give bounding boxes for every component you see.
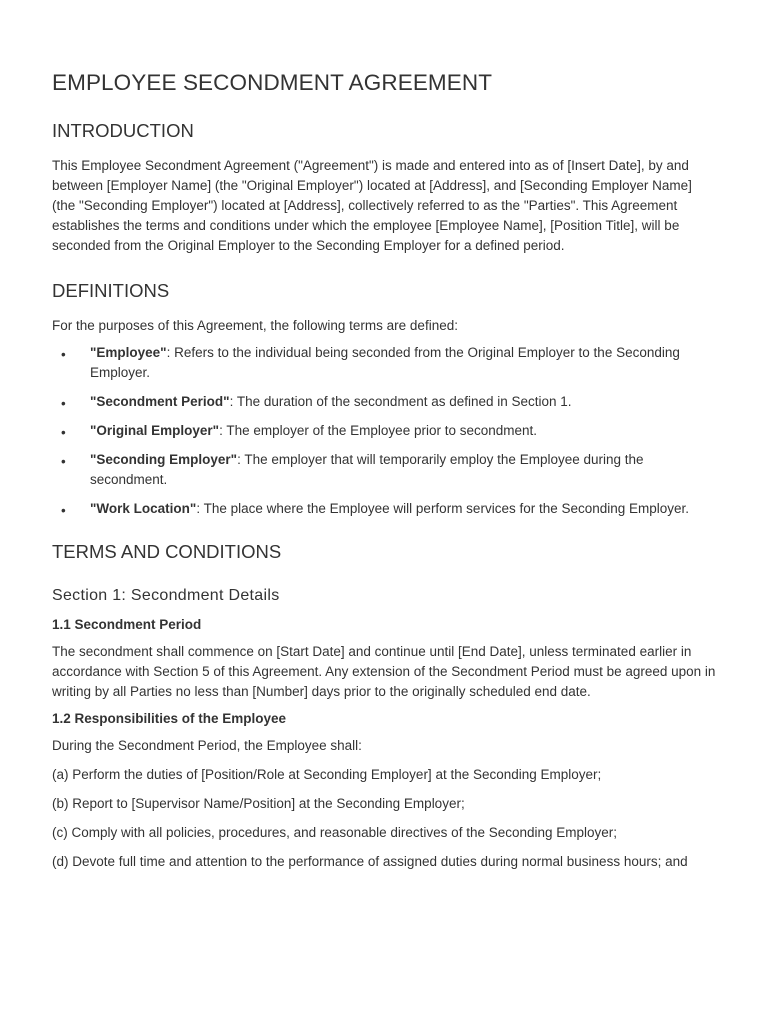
responsibility-item: (b) Report to [Supervisor Name/Position] at the Seconding Employer; [52,796,465,811]
introduction-heading: INTRODUCTION [52,120,194,141]
terms-heading: TERMS AND CONDITIONS [52,541,282,562]
definition-term: "Seconding Employer" [90,452,238,467]
bullet-icon: • [61,347,66,362]
document-page [52,70,717,881]
definitions-intro: For the purposes of this Agreement, the following terms are defined: [52,318,458,333]
bullet-icon: • [61,425,66,440]
subsection-1-1-text: The secondment shall commence on [Start Date] and continue until [End Date], unless terminated earlier in accordance with Section 5 of this Agreement. Any extension of the Secondment Period must be agreed upon in writing by all Parties no less than [Number] days prior to the originally scheduled end date. [52,644,716,699]
bullet-icon: • [61,454,66,469]
definition-description: : The duration of the secondment as defined in Section 1. [229,394,572,409]
definition-term: "Employee" [90,345,167,360]
subsection-1-1-heading: 1.1 Secondment Period [52,617,202,632]
definition-description: : Refers to the individual being seconded from the Original Employer to the Seconding Employer. [90,345,680,380]
definition-term: "Secondment Period" [90,394,230,409]
definition-description: : The employer that will temporarily employ the Employee during the secondment. [90,452,644,487]
bullet-icon: • [61,396,66,411]
introduction-text: This Employee Secondment Agreement ("Agreement") is made and entered into as of [Insert Date], by and between [Employer Name] (the "Original Employer") located at [Address], and [Seconding Employer Name] (the "Seconding Employer") located at [Address], collectively referred to as the "Parties". This Agreement establishes the terms and conditions under which the employee [Employee Name], [Position Title], will be seconded from the Original Employer to the Seconding Employer for a defined period. [52,158,692,253]
subsection-1-2-intro: During the Secondment Period, the Employee shall: [52,738,362,753]
definition-term: "Work Location" [90,501,197,516]
subsection-1-2-heading: 1.2 Responsibilities of the Employee [52,711,287,726]
responsibility-item: (d) Devote full time and attention to the performance of assigned duties during normal business hours; and [52,854,688,869]
list-item [52,392,717,412]
definitions-list [52,343,717,519]
definition-description: : The employer of the Employee prior to secondment. [219,423,538,438]
responsibility-item: (c) Comply with all policies, procedures, and reasonable directives of the Seconding Employer; [52,825,618,840]
bullet-icon: • [61,503,66,518]
list-item [52,450,717,490]
responsibility-item: (a) Perform the duties of [Position/Role at Seconding Employer] at the Seconding Employer; [52,767,602,782]
list-item [52,343,717,383]
definition-description: : The place where the Employee will perform services for the Seconding Employer. [196,501,690,516]
definitions-heading: DEFINITIONS [52,280,170,301]
list-item [52,499,717,519]
definition-term: "Original Employer" [90,423,220,438]
list-item [52,421,717,441]
document-title: EMPLOYEE SECONDMENT AGREEMENT [52,70,493,95]
section-1-heading: Section 1: Secondment Details [52,587,280,604]
